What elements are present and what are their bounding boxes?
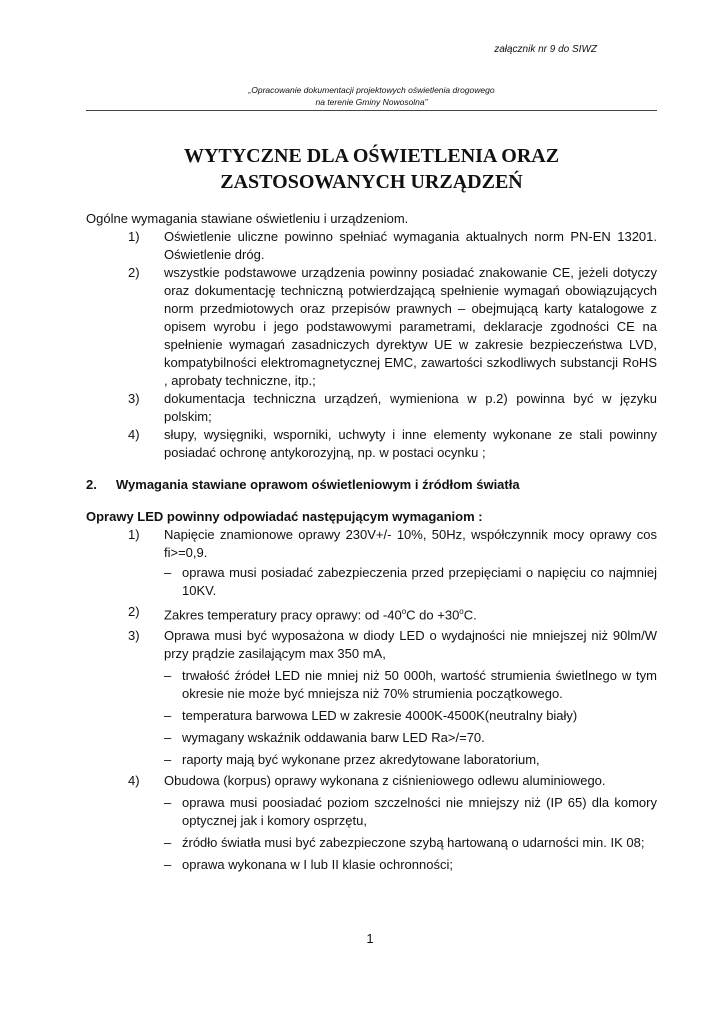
dash-bullet: – <box>164 752 172 768</box>
led-item-3-sub-2 <box>86 707 657 725</box>
dash-bullet: – <box>164 708 172 724</box>
general-item-1 <box>86 228 657 264</box>
document-body <box>86 210 657 874</box>
sub-text: trwałość źródeł LED nie mniej niż 50 000h, wartość strumienia świetlnego w tym okresie nie może być mniejsza niż 70% strumienia początkowego. <box>182 668 657 702</box>
attachment-label: załącznik nr 9 do SIWZ <box>494 44 597 55</box>
project-line-2: na terenie Gminy Nowosolna” <box>315 97 428 107</box>
led-item-1 <box>86 526 657 562</box>
item-number: 3) <box>128 391 140 406</box>
degree-sup: o <box>459 607 464 616</box>
item-number: 4) <box>128 773 140 789</box>
title-line-2: ZASTOSOWANYCH URZĄDZEŃ <box>220 171 523 193</box>
section-title: Wymagania stawiane oprawom oświetleniowym i źródłom światła <box>116 477 520 492</box>
item-number: 3) <box>128 628 140 644</box>
led-item-4-sub-1 <box>86 794 657 830</box>
led-item-3 <box>86 627 657 663</box>
temp-text-c: C. <box>463 607 477 623</box>
item-number: 2) <box>128 265 140 280</box>
project-line-1: „Opracowanie dokumentacji projektowych oświetlenia drogowego <box>248 85 495 95</box>
item-number: 4) <box>128 427 140 442</box>
item-text: wszystkie podstawowe urządzenia powinny posiadać znakowanie CE, jeżeli dotyczy oraz dokumentację techniczną potwierdzającą spełnienie wymagań obowiązujących norm przedmiotowych oraz przepisów prawnych – obejmującą karty katalogowe z opisem wyrobu i jego podstawowymi parametrami, deklaracje zgodności CE na spełnienie wymagań zasadniczych dyrektyw UE w zakresie bezpieczeństwa LVD, kompatybilności elektromagnetycznej EMC, zawartości szkodliwych substancji RoHS , aprobaty techniczne, itp.; <box>164 265 657 388</box>
led-item-4 <box>86 772 657 790</box>
dash-bullet: – <box>164 730 172 746</box>
item-text: Oprawa musi być wyposażona w diody LED o wydajności nie mniejszej niż 90lm/W przy prądzie zasilającym max 350 mA, <box>164 628 657 662</box>
led-item-3-sub-4 <box>86 751 657 769</box>
page-number: 1 <box>366 931 374 946</box>
sub-text: wymagany wskaźnik oddawania barw LED Ra>/=70. <box>182 730 485 746</box>
sub-text: temperatura barwowa LED w zakresie 4000K-4500K(neutralny biały) <box>182 708 578 724</box>
item-text: dokumentacja techniczna urządzeń, wymieniona w p.2) powinna być w języku polskim; <box>164 391 657 424</box>
sub-text: źródło światła musi być zabezpieczone szybą hartowaną o udarności min. IK 08; <box>182 835 645 851</box>
sub-text: oprawa musi poosiadać poziom szczelności nie mniejszy niż (IP 65) dla komory optycznej jak i komory osprzętu, <box>182 795 657 829</box>
intro-text: Ogólne wymagania stawiane oświetleniu i urządzeniom. <box>86 211 409 226</box>
dash-bullet: – <box>164 835 172 851</box>
item-number: 1) <box>128 229 140 244</box>
temp-text-a: Zakres temperatury pracy oprawy: od -40 <box>164 607 402 623</box>
sub-text: oprawa wykonana w I lub II klasie ochronności; <box>182 857 453 873</box>
item-text <box>164 603 657 624</box>
item-text: Napięcie znamionowe oprawy 230V+/- 10%, 50Hz, współczynnik mocy oprawy cos fi>=0,9. <box>164 527 657 560</box>
led-item-3-sub-1 <box>86 667 657 703</box>
led-item-2 <box>86 603 657 624</box>
led-item-3-sub-3 <box>86 729 657 747</box>
sub-text: oprawa musi posiadać zabezpieczenia przed przepięciami o napięciu co najmniej 10KV. <box>182 565 657 598</box>
item-number: 2) <box>128 604 140 619</box>
title-line-1: WYTYCZNE DLA OŚWIETLENIA ORAZ <box>183 145 560 167</box>
led-item-4-sub-3 <box>86 856 657 874</box>
led-item-4-sub-2 <box>86 834 657 852</box>
section-2-heading <box>86 476 657 494</box>
sub-text: raporty mają być wykonane przez akredytowane laboratorium, <box>182 752 540 768</box>
led-heading: Oprawy LED powinny odpowiadać następującym wymaganiom : <box>86 509 483 524</box>
temp-text-b: C do +30 <box>406 607 460 623</box>
dash-bullet: – <box>164 795 172 811</box>
item-text: Obudowa (korpus) oprawy wykonana z ciśnieniowego odlewu aluminiowego. <box>164 773 606 789</box>
led-item-1-sub-1 <box>86 564 657 600</box>
section-number: 2. <box>86 477 97 492</box>
dash-bullet: – <box>164 565 172 580</box>
general-item-2 <box>86 264 657 390</box>
item-text: słupy, wysięgniki, wsporniki, uchwyty i inne elementy wykonane ze stali powinny posiadać ochronę antykorozyjną, np. w postaci ocynku ; <box>164 427 657 460</box>
degree-sup: o <box>401 607 407 616</box>
dash-bullet: – <box>164 668 172 684</box>
project-header <box>86 84 657 108</box>
document-title <box>86 143 657 195</box>
general-item-3 <box>86 390 657 426</box>
header-divider <box>86 110 657 111</box>
item-number: 1) <box>128 527 140 542</box>
dash-bullet: – <box>164 857 172 873</box>
general-item-4 <box>86 426 657 462</box>
item-text: Oświetlenie uliczne powinno spełniać wymagania aktualnych norm PN-EN 13201. Oświetlenie dróg. <box>164 229 657 262</box>
